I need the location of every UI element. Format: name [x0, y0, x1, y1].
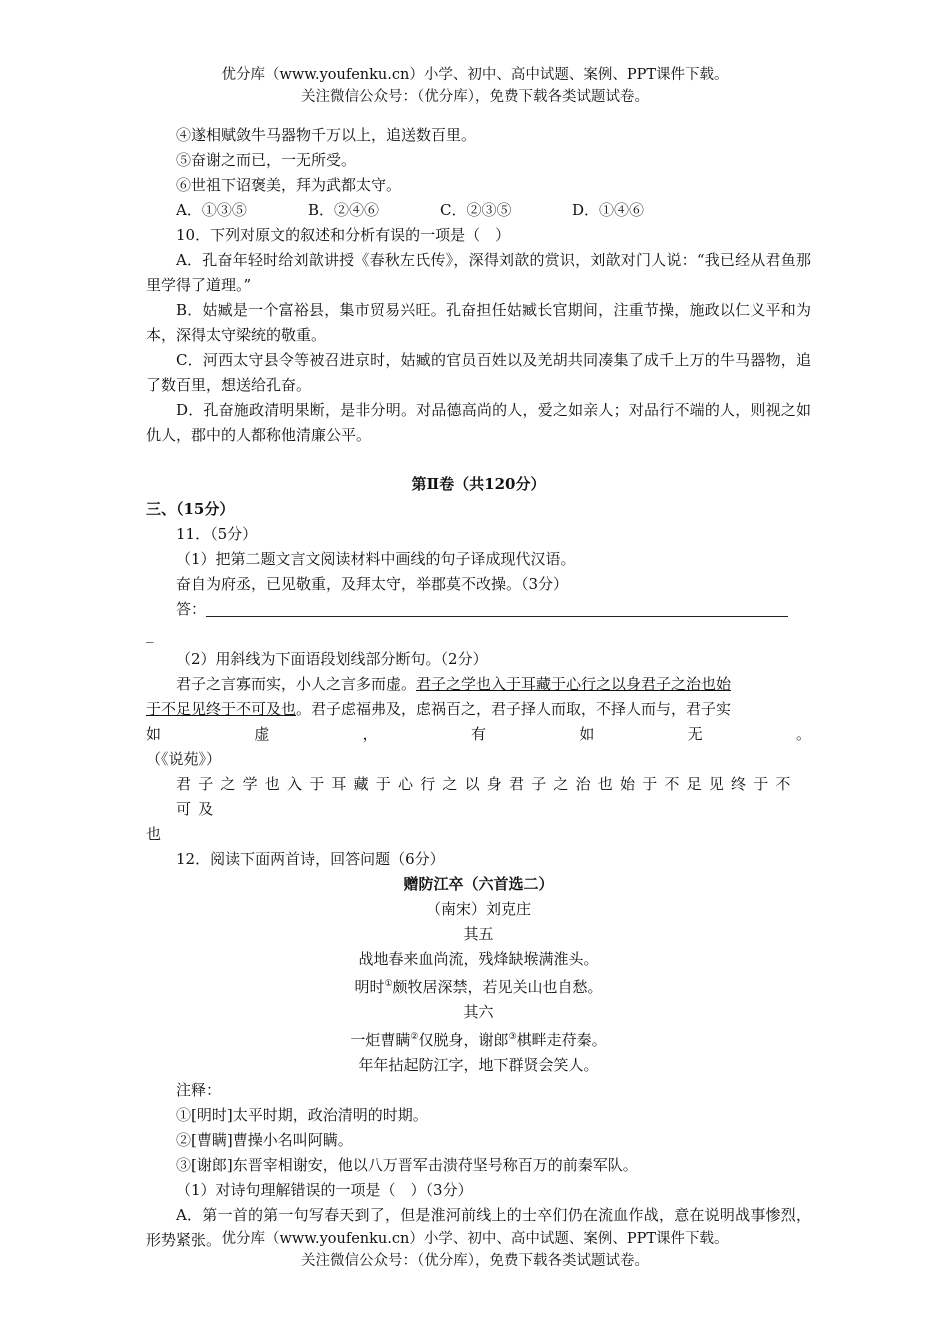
spread-char: 如 — [579, 725, 595, 743]
q11-passage — [146, 672, 811, 722]
poem-5-line-2 — [146, 972, 811, 1000]
spread-char: 虚 — [254, 725, 270, 743]
note-2: ②[曹瞒]曹操小名叫阿瞒。 — [176, 1131, 353, 1149]
q9-choices — [146, 198, 811, 223]
page-content — [146, 123, 811, 1253]
page-footer — [0, 1228, 950, 1272]
footer-line-2: 关注微信公众号：（优分库），免费下载各类试题试卷。 — [301, 1253, 649, 1269]
poem-text: 一炬曹瞒 — [350, 1031, 411, 1049]
poem-5-line-1: 战地春来血尚流，残烽缺堠满淮头。 — [358, 950, 599, 968]
q9-item-5: ⑤奋谢之而已，一无所受。 — [176, 151, 357, 169]
punctuation-task-line-1: 君子之学也入于耳藏于心行之以身君子之治也始于不足见终于不可及 — [176, 775, 798, 818]
q10-option-a: A．孔奋年轻时给刘歆讲授《春秋左氏传》，深得刘歆的赏识，刘歆对门人说：“我已经从君鱼那里学得了道理。” — [146, 251, 811, 294]
q11-sentence: 奋自为府丞，已见敬重，及拜太守，举郡莫不改操。（3分） — [176, 575, 569, 593]
q11-answer-line — [146, 597, 811, 622]
note-1: ①[明时]太平时期，政治清明的时期。 — [176, 1106, 428, 1124]
punctuation-task-line-2: 也 — [146, 825, 162, 843]
poem-6-title: 其六 — [463, 1003, 494, 1021]
poem-6-line-2: 年年拈起防江字，地下群贤会笑人。 — [358, 1056, 599, 1074]
poem-title: 赠防江卒（六首选二） — [403, 875, 554, 893]
header-line-1: 优分库（www.youfenku.cn）小学、初中、高中试题、案例、PPT课件下载。 — [221, 67, 729, 83]
passage-spread-line — [146, 722, 811, 747]
passage-underlined-2: 于不足见终于不可及也 — [146, 700, 297, 718]
spread-char: 有 — [470, 725, 486, 743]
answer-label: 答： — [176, 600, 207, 618]
passage-source: （《说苑》） — [146, 750, 222, 768]
poem-author: （南宋）刘克庄 — [425, 900, 531, 918]
q12-option-a: A．第一首的第一句写春天到了，但是淮河前线上的士卒们仍在流血作战，意在说明战事惨烈，形势紧张。 — [146, 1206, 811, 1249]
spread-char: ， — [362, 725, 378, 743]
spread-char: 无 — [687, 725, 703, 743]
part2-title: 第Ⅱ卷（共120分） — [411, 475, 546, 493]
spread-char: 如 — [146, 725, 162, 743]
passage-underlined-1: 君子之学也入于耳藏于心行之以身君子之治也始 — [416, 675, 732, 693]
q10-option-d: D．孔奋施政清明果断，是非分明。对品德高尚的人，爱之如亲人；对品行不端的人，则视之如仇人，郡中的人都称他清廉公平。 — [146, 401, 811, 444]
header-line-2: 关注微信公众号：（优分库），免费下载各类试题试卷。 — [301, 89, 649, 105]
spread-char: 。 — [795, 725, 811, 743]
stray-underscore: _ — [146, 625, 154, 643]
q11-stem: 11．（5分） — [176, 525, 258, 543]
q10-stem: 10．下列对原文的叙述和分析有误的一项是（ ） — [176, 226, 511, 244]
footnote-mark-3: ③ — [508, 1032, 517, 1042]
q11-sub1: （1）把第二题文言文阅读材料中画线的句子译成现代汉语。 — [176, 550, 576, 568]
q9-item-4: ④遂相赋敛牛马器物千万以上，追送数百里。 — [176, 126, 477, 144]
q9-choice-c: C．②③⑤ — [440, 201, 512, 219]
notes-label: 注释： — [176, 1081, 222, 1099]
q12-stem: 12．阅读下面两首诗，回答问题（6分） — [176, 850, 445, 868]
poem-text: 仅脱身，谢郎 — [418, 1031, 509, 1049]
footer-line-1: 优分库（www.youfenku.cn）小学、初中、高中试题、案例、PPT课件下载。 — [221, 1231, 729, 1247]
note-3: ③[谢郎]东晋宰相谢安，他以八万晋军击溃苻坚号称百万的前秦军队。 — [176, 1156, 638, 1174]
q9-choice-a: A．①③⑤ — [176, 201, 247, 219]
page-header — [0, 64, 950, 108]
q11-sub2: （2）用斜线为下面语段划线部分断句。（2分） — [176, 650, 488, 668]
poem-6-line-1 — [146, 1025, 811, 1053]
passage-intro: 君子之言寡而实，小人之言多而虚。 — [176, 675, 417, 693]
footnote-mark-2: ② — [410, 1032, 419, 1042]
section-title: 三、（15分） — [146, 500, 235, 518]
q9-item-6: ⑥世祖下诏褒美，拜为武都太守。 — [176, 176, 402, 194]
poem-text: 明时 — [354, 978, 385, 996]
q9-choice-b: B．②④⑥ — [308, 201, 380, 219]
poem-text: 颇牧居深禁，若见关山也自愁。 — [392, 978, 603, 996]
passage-continued: 。君子虑福弗及，虑祸百之，君子择人而取，不择人而与，君子实 — [296, 700, 732, 718]
q10-option-b: B．姑臧是一个富裕县，集市贸易兴旺。孔奋担任姑臧长官期间，注重节操，施政以仁义平和为本，深得太守梁统的敬重。 — [146, 301, 811, 344]
poem-text: 棋畔走苻秦。 — [516, 1031, 607, 1049]
q9-choice-d: D．①④⑥ — [572, 201, 645, 219]
q10-option-c: C．河西太守县令等被召进京时，姑臧的官员百姓以及羌胡共同凑集了成千上万的牛马器物，追了数百里，想送给孔奋。 — [146, 351, 811, 394]
q12-sub1: （1）对诗句理解错误的一项是（ ）（3分） — [176, 1181, 473, 1199]
footnote-mark-1: ① — [384, 979, 393, 989]
answer-blank[interactable] — [206, 599, 788, 617]
poem-5-title: 其五 — [463, 925, 494, 943]
